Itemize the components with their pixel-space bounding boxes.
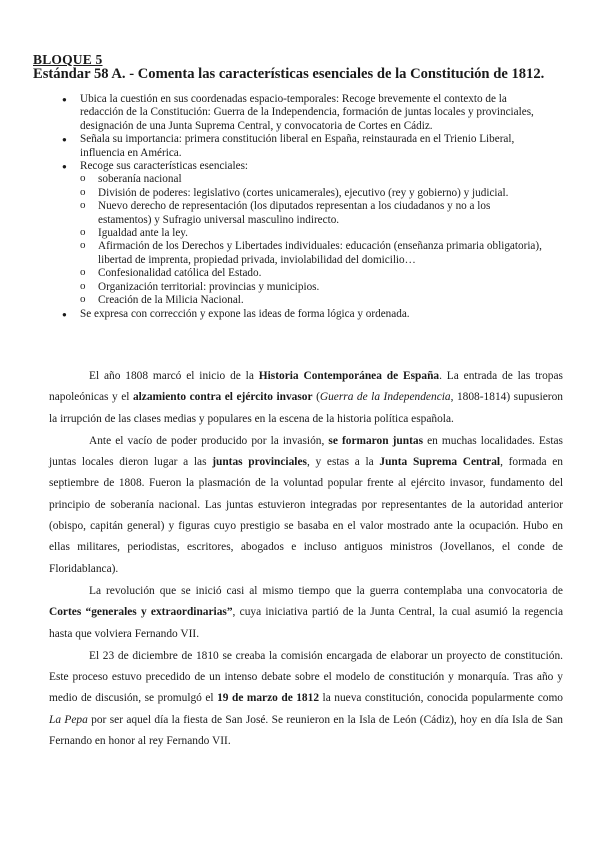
bold-run: Junta Suprema Central	[379, 456, 501, 469]
bold-run: se formaron juntas	[328, 434, 424, 447]
paragraph-4	[49, 646, 563, 752]
sublist-item: o Igualdad ante la ley.	[80, 227, 542, 240]
text-run: El año 1808 marcó el inicio de la	[89, 370, 259, 382]
standard-title: Estándar 58 A. - Comenta las características esenciales de la Constitución de 1812.	[33, 66, 545, 82]
criteria-context: Ubica la cuestión en sus coordenadas espacio-temporales: Recoge brevemente el contexto de la redacción de la Constitución: Guerra de la Independencia, formación de juntas locales y provinciales, designación de una Junta Suprema Central, y convocatoria de Cortes en Cádiz.	[80, 93, 534, 132]
sublist-item: o Confesionalidad católica del Estado.	[80, 267, 542, 280]
text-run: por ser aquel día la fiesta de San José. Se reunieron en la Isla de León (Cádiz), hoy en día Isla de San Fernando en honor al rey Fernando VII.	[49, 713, 563, 748]
paragraph-3	[49, 581, 563, 645]
criteria-list	[62, 93, 542, 321]
criteria-importance: Señala su importancia: primera constitución liberal en España, reinstaurada en el Trienio Liberal, influencia en América.	[80, 133, 515, 159]
block-heading: BLOQUE 5	[33, 52, 103, 67]
sublist-item: o Nuevo derecho de representación (los diputados representan a los ciudadanos y no a los estamentos) y Sufragio universal masculino indirecto.	[80, 200, 542, 227]
bold-run: alzamiento contra el ejército invasor	[132, 391, 313, 404]
bold-run: 19 de marzo de 1812	[217, 692, 320, 705]
bold-run: juntas provinciales	[212, 456, 307, 469]
sublist-item: o Creación de la Milicia Nacional.	[80, 294, 542, 307]
text-run: . La entrada de las tropas napoleónicas y el	[49, 370, 563, 404]
bold-run: Historia Contemporánea de España	[258, 370, 440, 382]
criteria-item	[62, 133, 542, 160]
criteria-item	[62, 93, 542, 133]
text-run: , 1808-1814) supusieron la irrupción de las clases medias y populares en la escena de la historia política española.	[49, 391, 563, 425]
text-run: (	[312, 391, 320, 404]
criteria-item	[62, 308, 542, 321]
text-run: El 23 de diciembre de 1810 se creaba la comisión encargada de elaborar un proyecto de constitución. Este proceso estuvo precedido de un intenso debate sobre el modelo de constitución y monarquía. Tras año y medio de discusión, se promulgó el	[49, 649, 563, 705]
criteria-item	[62, 160, 542, 307]
text-run: la nueva constitución, conocida popularmente como	[319, 692, 563, 705]
paragraph-2	[49, 431, 563, 580]
characteristics-sublist	[80, 173, 542, 307]
text-run: en muchas localidades. Estas juntas locales dieron lugar a las	[49, 434, 563, 469]
essay-body	[49, 366, 563, 753]
paragraph-1	[49, 366, 563, 430]
text-run: La revolución que se inició casi al mismo tiempo que la guerra contemplaba una convocatoria de	[89, 584, 563, 597]
text-run: Ante el vacío de poder producido por la invasión,	[89, 434, 329, 447]
italic-run: Guerra de la Independencia	[319, 391, 451, 404]
criteria-characteristics: Recoge sus características esenciales:	[80, 160, 249, 173]
bold-run: Cortes “generales y extraordinarias”	[49, 606, 233, 619]
criteria-expression: Se expresa con corrección y expone las ideas de forma lógica y ordenada.	[80, 307, 410, 320]
sublist-item: o División de poderes: legislativo (cortes unicamerales), ejecutivo (rey y gobierno) y judicial.	[80, 187, 542, 200]
text-run: , y estas a la	[306, 456, 380, 469]
text-run: , cuya iniciativa partió de la Junta Central, la cual asumió la regencia hasta que volviera Fernando VII.	[49, 606, 564, 640]
text-run: , formada en septiembre de 1808. Fueron la plasmación de la voluntad popular frente al ejército invasor, fundamento del principio de soberanía nacional. Las juntas estuvieron integradas por representantes de la autoridad anterior (obispo, capitán general) y figuras cuyo prestigio se basaba en el valor mostrado ante la ocupación. Hubo en ellas militares, periodistas, escritores, abogados e incluso antiguos ministros (Jovellanos, el conde de Floridablanca).	[49, 456, 563, 575]
sublist-item: o Organización territorial: provincias y municipios.	[80, 281, 542, 294]
sublist-item: o soberanía nacional	[80, 173, 542, 186]
italic-run: La Pepa	[49, 713, 88, 726]
sublist-item: o Afirmación de los Derechos y Libertades individuales: educación (enseñanza primaria obligatoria), libertad de imprenta, propiedad privada, inviolabilidad del domicilio…	[80, 240, 542, 267]
